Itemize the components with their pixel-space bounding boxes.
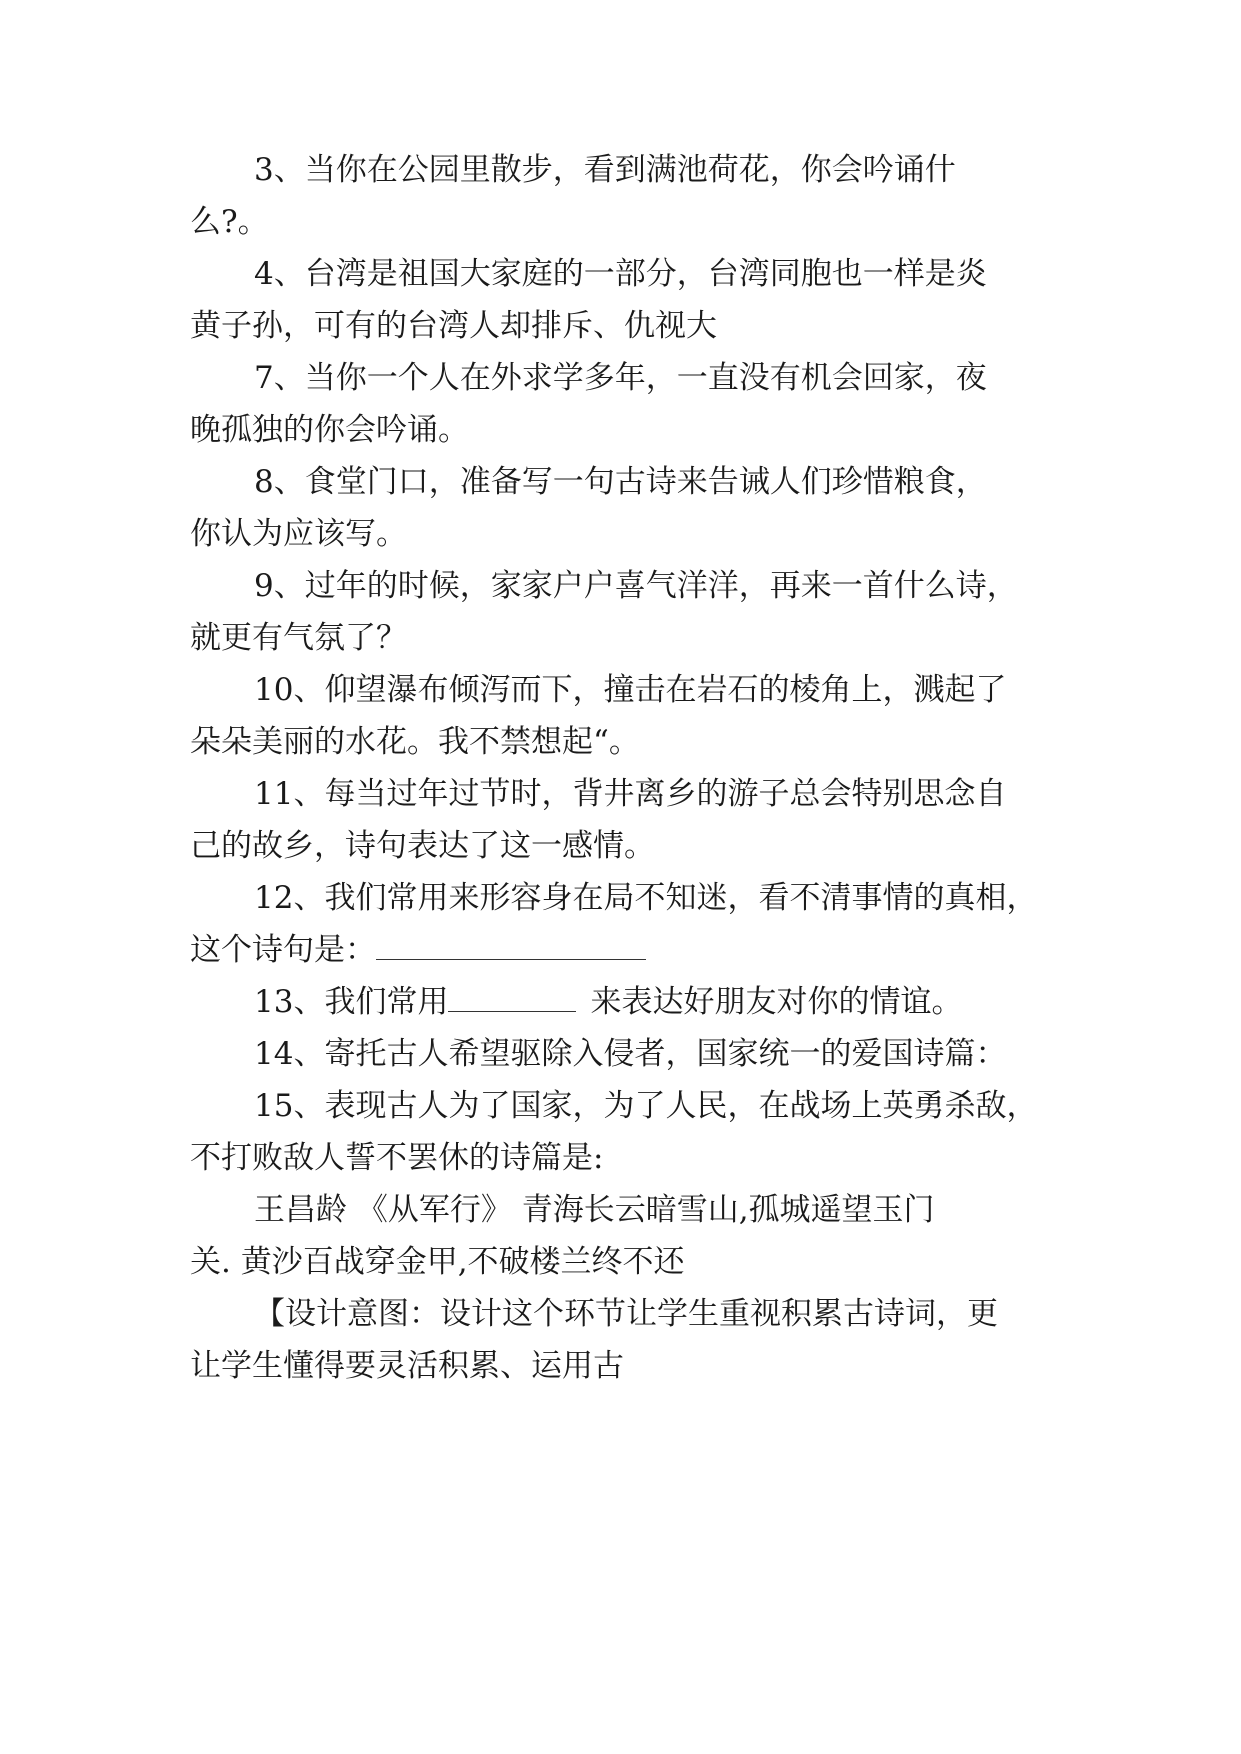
poem-line-1: 王昌龄 《从军行》 青海长云暗雪山,孤城遥望玉门 bbox=[254, 1192, 935, 1228]
design-intent-line-1: 【设计意图：设计这个环节让学生重视积累古诗词，更 bbox=[254, 1296, 998, 1332]
question-14-line: 14、寄托古人希望驱除入侵者，国家统一的爱国诗篇： bbox=[254, 1036, 1007, 1072]
question-15-line-1: 15、表现古人为了国家，为了人民，在战场上英勇杀敌， bbox=[254, 1088, 1038, 1124]
question-13-suffix: 来表达好朋友对你的情谊。 bbox=[590, 984, 963, 1020]
question-7-line-2: 晚孤独的你会吟诵。 bbox=[190, 412, 469, 448]
question-13-prefix: 13、我们常用 bbox=[254, 984, 449, 1020]
answer-blank-13 bbox=[448, 985, 576, 1012]
poem-line-2: 关. 黄沙百战穿金甲,不破楼兰终不还 bbox=[190, 1244, 685, 1280]
question-9-line-2: 就更有气氛了？ bbox=[190, 620, 407, 656]
question-8-line-1: 8、食堂门口，准备写一句古诗来告诫人们珍惜粮食， bbox=[254, 464, 987, 500]
question-12-line-2 bbox=[190, 930, 646, 970]
question-4-line-1: 4、台湾是祖国大家庭的一部分，台湾同胞也一样是炎 bbox=[254, 256, 987, 292]
question-11-line-2: 己的故乡，诗句表达了这一感情。 bbox=[190, 828, 655, 864]
question-8-line-2: 你认为应该写。 bbox=[190, 516, 407, 552]
question-11-line-1: 11、每当过年过节时，背井离乡的游子总会特别思念自 bbox=[254, 776, 1007, 812]
question-12-prompt: 这个诗句是： bbox=[190, 932, 376, 968]
question-10-line-1: 10、仰望瀑布倾泻而下，撞击在岩石的棱角上，溅起了 bbox=[254, 672, 1007, 708]
question-4-line-2: 黄子孙，可有的台湾人却排斥、仇视大 bbox=[190, 308, 717, 344]
design-intent-line-2: 让学生懂得要灵活积累、运用古 bbox=[190, 1348, 624, 1384]
question-15-line-2: 不打败敌人誓不罢休的诗篇是: bbox=[190, 1140, 604, 1176]
question-9-line-1: 9、过年的时候，家家户户喜气洋洋，再来一首什么诗， bbox=[254, 568, 1018, 604]
question-7-line-1: 7、当你一个人在外求学多年，一直没有机会回家，夜 bbox=[254, 360, 987, 396]
question-13-line bbox=[254, 982, 962, 1022]
question-3-line-1: 3、当你在公园里散步，看到满池荷花，你会吟诵什 bbox=[254, 152, 956, 188]
question-10-line-2: 朵朵美丽的水花。我不禁想起“。 bbox=[190, 724, 640, 760]
question-3-line-2: 么?。 bbox=[190, 204, 269, 240]
question-12-line-1: 12、我们常用来形容身在局不知迷，看不清事情的真相， bbox=[254, 880, 1038, 916]
answer-blank-12 bbox=[376, 933, 646, 960]
